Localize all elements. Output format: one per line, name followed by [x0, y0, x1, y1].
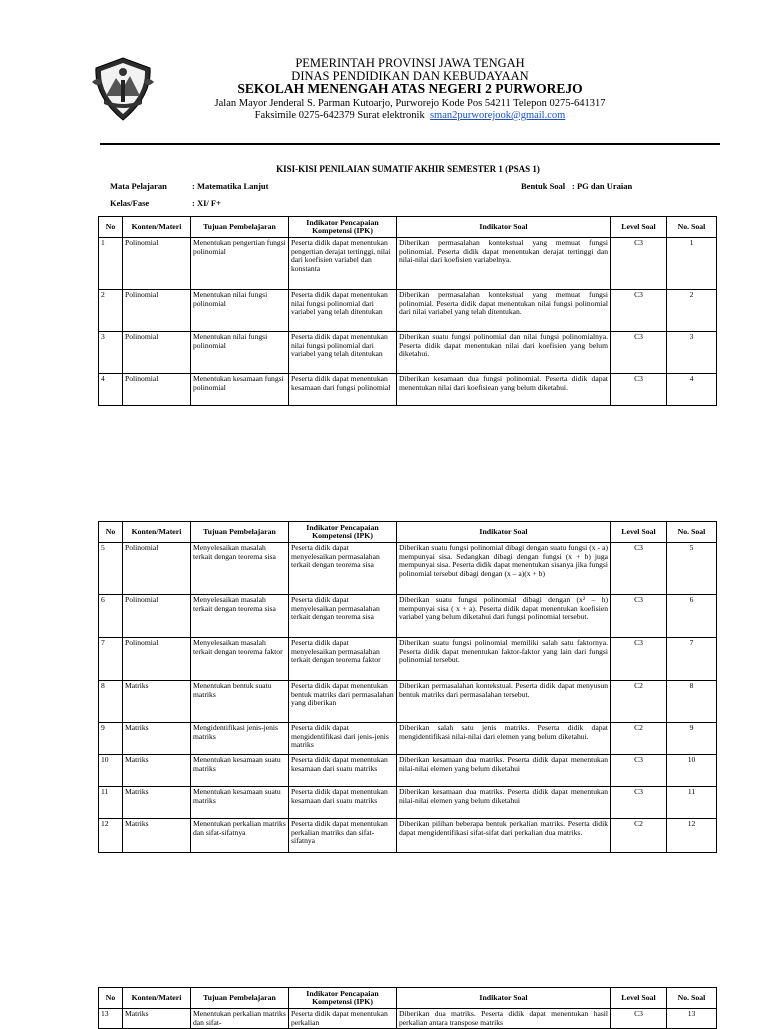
- cell-no: 10: [99, 755, 123, 787]
- cell-no-soal: 11: [667, 787, 717, 819]
- cell-no-soal: 12: [667, 819, 717, 853]
- col-header-indikator-soal: Indikator Soal: [397, 217, 611, 238]
- cell-konten: Polinomial: [123, 332, 191, 374]
- cell-konten: Matriks: [123, 723, 191, 755]
- cell-level: C3: [611, 238, 667, 290]
- cell-ipk: Peserta didik dapat menentukan bentuk matriks dari permasalahan yang diberikan: [289, 681, 397, 723]
- col-header-tujuan: Tujuan Pembelajaran: [191, 988, 289, 1009]
- subject-value: : Matematika Lanjut: [192, 181, 269, 191]
- cell-no-soal: 6: [667, 595, 717, 638]
- cell-level: C3: [611, 1009, 667, 1029]
- cell-konten: Matriks: [123, 681, 191, 723]
- cell-ipk: Peserta didik dapat menentukan kesamaan dari suatu matriks: [289, 787, 397, 819]
- cell-indikator-soal: Diberikan suatu fungsi polinomial dibagi dengan (x² – h) mempunyai sisa ( x + a). Peserta didik dapat menentukan koefisien variabel yang belum diketahui dari fungsi polinomial tersebut.: [397, 595, 611, 638]
- col-header-tujuan: Tujuan Pembelajaran: [191, 522, 289, 543]
- cell-level: C3: [611, 543, 667, 595]
- cell-level: C2: [611, 819, 667, 853]
- cell-level: C3: [611, 595, 667, 638]
- cell-no-soal: 5: [667, 543, 717, 595]
- class-label: Kelas/Fase: [110, 198, 150, 208]
- cell-level: C3: [611, 638, 667, 681]
- cell-tujuan: Menentukan perkalian matriks dan sifat-: [191, 1009, 289, 1029]
- cell-no: 8: [99, 681, 123, 723]
- cell-konten: Matriks: [123, 819, 191, 853]
- table-row: [99, 755, 717, 787]
- header-contact: [200, 109, 620, 122]
- cell-no-soal: 1: [667, 238, 717, 290]
- table-row: [99, 543, 717, 595]
- col-header-indikator-soal: Indikator Soal: [397, 522, 611, 543]
- cell-indikator-soal: Diberikan kesamaan dua matriks. Peserta didik dapat menentukan nilai-nilai elemen yang belum diketahui: [397, 755, 611, 787]
- col-header-ipk: Indikator Pencapaian Kompetensi (IPK): [289, 522, 397, 543]
- cell-ipk: Peserta didik dapat menentukan perkalian matriks dan sifat-sifatnya: [289, 819, 397, 853]
- question-type-label: Bentuk Soal: [521, 181, 566, 191]
- cell-level: C3: [611, 787, 667, 819]
- table-row: [99, 595, 717, 638]
- col-header-level: Level Soal: [611, 217, 667, 238]
- cell-konten: Matriks: [123, 787, 191, 819]
- cell-no: 6: [99, 595, 123, 638]
- cell-tujuan: Mengidentifikasi jenis-jenis matriks: [191, 723, 289, 755]
- table-row: [99, 787, 717, 819]
- cell-konten: Polinomial: [123, 238, 191, 290]
- cell-no: 7: [99, 638, 123, 681]
- cell-no-soal: 13: [667, 1009, 717, 1029]
- table-row: [99, 332, 717, 374]
- cell-tujuan: Menentukan pengertian fungsi polinomial: [191, 238, 289, 290]
- cell-level: C3: [611, 374, 667, 406]
- col-header-level: Level Soal: [611, 522, 667, 543]
- kisi-table-2: [98, 521, 717, 853]
- col-header-konten: Konten/Materi: [123, 217, 191, 238]
- col-header-no-soal: No. Soal: [667, 217, 717, 238]
- cell-indikator-soal: Diberikan suatu fungsi polinomial dibagi dengan suatu fungsi (x - a) mempunyai sisa. Sedangkan dibagi dengan fungsi (x + b) juga mempunyai sisa. Peserta didik dapat menentukan sisanya jika fungsi polinomial tersebut dibagi dengan (x – a)(x + b): [397, 543, 611, 595]
- cell-no-soal: 2: [667, 290, 717, 332]
- cell-no: 12: [99, 819, 123, 853]
- cell-konten: Matriks: [123, 755, 191, 787]
- province-crest-logo: [92, 56, 154, 122]
- cell-indikator-soal: Diberikan kesamaan dua fungsi polinomial. Peserta didik dapat menentukan nilai dari koefisiean yang belum diketahui.: [397, 374, 611, 406]
- cell-tujuan: Menyelesaikan masalah terkait dengan teorema faktor: [191, 638, 289, 681]
- cell-ipk: Peserta didik dapat menentukan kesamaan dari fungsi polinomial: [289, 374, 397, 406]
- cell-no: 11: [99, 787, 123, 819]
- cell-no-soal: 7: [667, 638, 717, 681]
- cell-no-soal: 9: [667, 723, 717, 755]
- cell-konten: Polinomial: [123, 543, 191, 595]
- cell-indikator-soal: Diberikan suatu fungsi polinomial dan nilai fungsi polinomialnya. Peserta didik dapat menentukan nilai dari koefisien yang belum diketahui.: [397, 332, 611, 374]
- table-row: [99, 374, 717, 406]
- cell-ipk: Peserta didik dapat menyelesaikan permasalahan terkait dengan teorema faktor: [289, 638, 397, 681]
- cell-konten: Polinomial: [123, 595, 191, 638]
- kisi-table-1: [98, 216, 717, 406]
- cell-ipk: Peserta didik dapat mengidentifikasi dari jenis-jenis matriks: [289, 723, 397, 755]
- cell-level: C3: [611, 755, 667, 787]
- cell-tujuan: Menentukan nilai fungsi polinomial: [191, 290, 289, 332]
- cell-indikator-soal: Diberikan permasalahan kontekstual yang memuat fungsi polinomial. Peserta didik dapat menentukan nilai fungsi polinomial dari nilai variabel yang telah ditentukan.: [397, 290, 611, 332]
- class-value: : XI/ F+: [192, 198, 221, 208]
- table-row: [99, 290, 717, 332]
- subject-label: Mata Pelajaran: [110, 181, 167, 191]
- cell-no-soal: 4: [667, 374, 717, 406]
- cell-indikator-soal: Diberikan dua matriks. Peserta didik dapat menentukan hasil perkalian antara transpose matriks: [397, 1009, 611, 1029]
- col-header-no-soal: No. Soal: [667, 988, 717, 1009]
- header-divider: [100, 143, 720, 145]
- cell-tujuan: Menyelesaikan masalah terkait dengan teorema sisa: [191, 543, 289, 595]
- col-header-ipk: Indikator Pencapaian Kompetensi (IPK): [289, 988, 397, 1009]
- email-link[interactable]: sman2purworejook@gmail.com: [429, 110, 566, 121]
- table-row: [99, 638, 717, 681]
- cell-tujuan: Menyelesaikan masalah terkait dengan teorema sisa: [191, 595, 289, 638]
- cell-konten: Polinomial: [123, 290, 191, 332]
- cell-no: 13: [99, 1009, 123, 1029]
- col-header-no: No: [99, 522, 123, 543]
- table-header-row: [99, 217, 717, 238]
- cell-ipk: Peserta didik dapat menentukan kesamaan dari suatu matriks: [289, 755, 397, 787]
- col-header-no-soal: No. Soal: [667, 522, 717, 543]
- cell-indikator-soal: Diberikan pilihan beberapa bentuk perkalian matriks. Peserta didik dapat mengidentifikasi sifat-sifat dari perkalian dua matriks.: [397, 819, 611, 853]
- cell-ipk: Peserta didik dapat menentukan pengertian derajat tertinggi, nilai dari koefisien variabel dan konstanta: [289, 238, 397, 290]
- cell-ipk: Peserta didik dapat menyelesaikan permasalahan terkait dengan teorema sisa: [289, 595, 397, 638]
- cell-indikator-soal: Diberikan salah satu jenis matriks. Peserta didik dapat mengidentifikasi nilai-nilai dari elemen yang belum diketahui.: [397, 723, 611, 755]
- cell-no: 4: [99, 374, 123, 406]
- header-department: DINAS PENDIDIKAN DAN KEBUDAYAAN: [291, 69, 529, 83]
- cell-indikator-soal: Diberikan suatu fungsi polinomial memiliki salah satu faktornya. Peserta didik dapat menentukan faktor-faktor yang lain dari fungsi polinomial tersebut.: [397, 638, 611, 681]
- table-row: [99, 819, 717, 853]
- col-header-no: No: [99, 988, 123, 1009]
- cell-no-soal: 8: [667, 681, 717, 723]
- cell-ipk: Peserta didik dapat menyelesaikan permasalahan terkait dengan teorema sisa: [289, 543, 397, 595]
- table-row: [99, 238, 717, 290]
- table-row: [99, 1009, 717, 1029]
- cell-tujuan: Menentukan perkalian matriks dan sifat-sifatnya: [191, 819, 289, 853]
- cell-konten: Polinomial: [123, 638, 191, 681]
- table-row: [99, 681, 717, 723]
- cell-indikator-soal: Diberikan kesamaan dua matriks. Peserta didik dapat menentukan nilai-nilai elemen yang belum diketahui: [397, 787, 611, 819]
- cell-no-soal: 3: [667, 332, 717, 374]
- cell-indikator-soal: Diberikan permasalahan kontekstual yang memuat fungsi polinomial. Peserta didik dapat menentukan derajat tertinggi dan nilai-nilai dari koefisien variabelnya.: [397, 238, 611, 290]
- cell-ipk: Peserta didik dapat menentukan nilai fungsi polinomial dari variabel yang telah ditentukan: [289, 332, 397, 374]
- cell-level: C3: [611, 332, 667, 374]
- cell-no: 9: [99, 723, 123, 755]
- cell-level: C2: [611, 723, 667, 755]
- cell-tujuan: Menentukan kesamaan suatu matriks: [191, 787, 289, 819]
- col-header-level: Level Soal: [611, 988, 667, 1009]
- header-address: Jalan Mayor Jenderal S. Parman Kutoarjo, Purworejo Kode Pos 54211 Telepon 0275-641317: [214, 98, 606, 109]
- col-header-ipk: Indikator Pencapaian Kompetensi (IPK): [289, 217, 397, 238]
- cell-ipk: Peserta didik dapat menentukan perkalian: [289, 1009, 397, 1029]
- cell-no-soal: 10: [667, 755, 717, 787]
- cell-tujuan: Menentukan nilai fungsi polinomial: [191, 332, 289, 374]
- cell-indikator-soal: Diberikan permasalahan kontekstual. Peserta didik dapat menyusun bentuk matriks dari permasalahan tersebut.: [397, 681, 611, 723]
- table-header-row: [99, 988, 717, 1009]
- table-row: [99, 723, 717, 755]
- header-government: PEMERINTAH PROVINSI JAWA TENGAH: [295, 56, 525, 70]
- table-header-row: [99, 522, 717, 543]
- cell-tujuan: Menentukan kesamaan fungsi polinomial: [191, 374, 289, 406]
- header-fax: Faksimile 0275-642379 Surat elektronik: [254, 110, 425, 121]
- cell-ipk: Peserta didik dapat menentukan nilai fungsi polinomial dari variabel yang telah ditentukan: [289, 290, 397, 332]
- cell-level: C3: [611, 290, 667, 332]
- cell-no: 1: [99, 238, 123, 290]
- cell-tujuan: Menentukan bentuk suatu matriks: [191, 681, 289, 723]
- col-header-konten: Konten/Materi: [123, 522, 191, 543]
- cell-no: 5: [99, 543, 123, 595]
- col-header-konten: Konten/Materi: [123, 988, 191, 1009]
- col-header-indikator-soal: Indikator Soal: [397, 988, 611, 1009]
- document-title: KISI-KISI PENILAIAN SUMATIF AKHIR SEMESTER 1 (PSAS 1): [276, 164, 540, 174]
- cell-no: 3: [99, 332, 123, 374]
- question-type-value: : PG dan Uraian: [572, 181, 633, 191]
- cell-tujuan: Menentukan kesamaan suatu matriks: [191, 755, 289, 787]
- col-header-no: No: [99, 217, 123, 238]
- col-header-tujuan: Tujuan Pembelajaran: [191, 217, 289, 238]
- cell-no: 2: [99, 290, 123, 332]
- header-school-name: SEKOLAH MENENGAH ATAS NEGERI 2 PURWOREJO: [237, 81, 583, 96]
- cell-level: C2: [611, 681, 667, 723]
- cell-konten: Matriks: [123, 1009, 191, 1029]
- kisi-table-3: [98, 987, 717, 1029]
- cell-konten: Polinomial: [123, 374, 191, 406]
